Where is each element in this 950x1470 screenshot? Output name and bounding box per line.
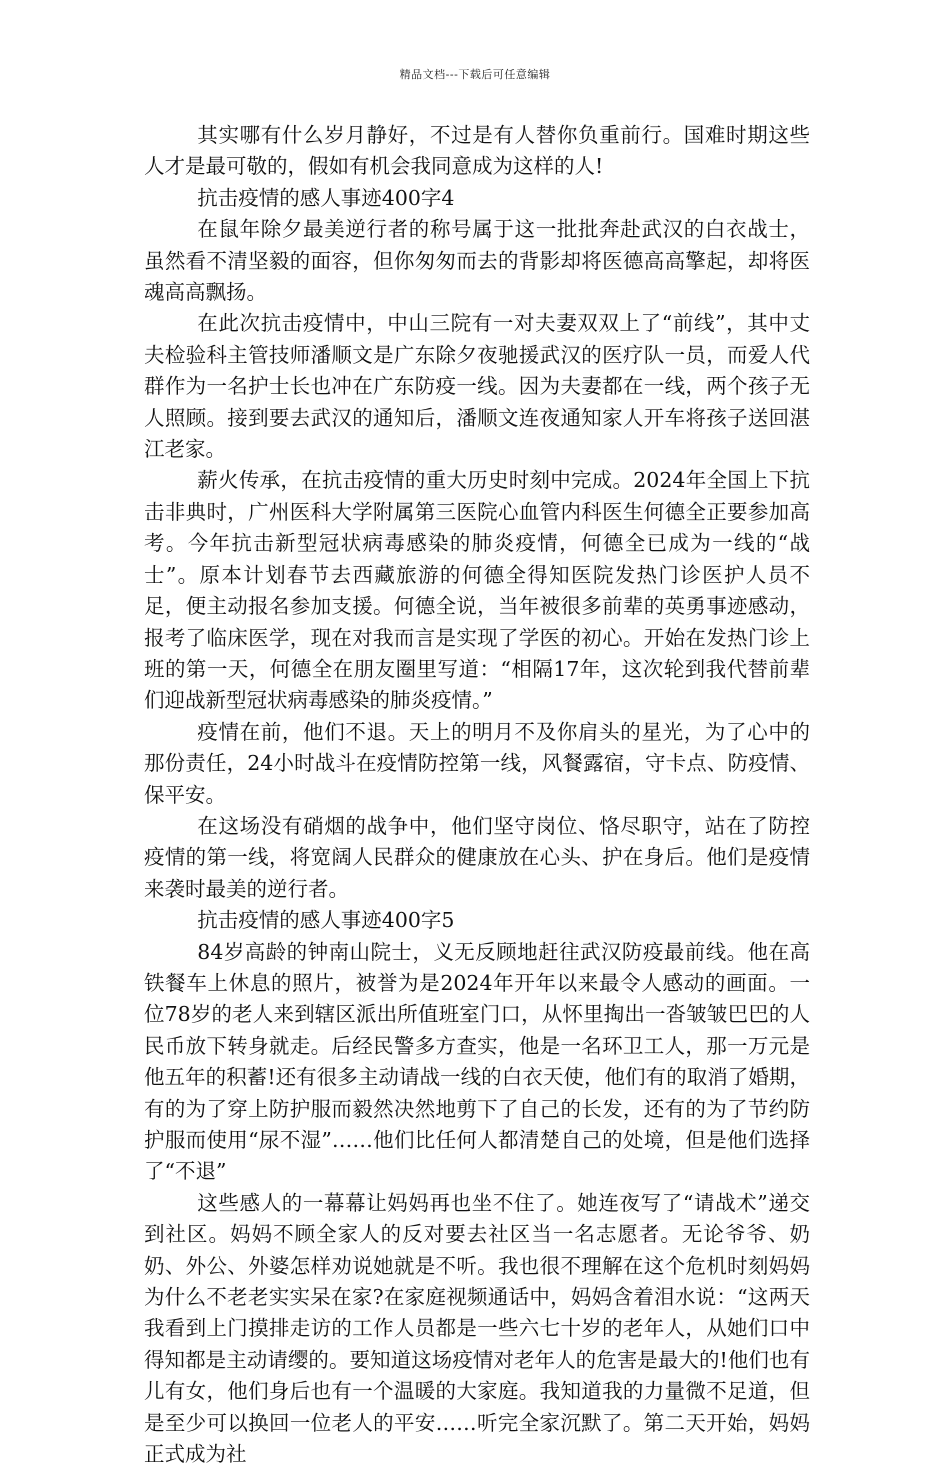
paragraph: 在鼠年除夕最美逆行者的称号属于这一批批奔赴武汉的白衣战士，虽然看不清坚毅的面容，但你匆匆而去的背影却将医德高高擎起，却将医魂高高飘扬。 bbox=[144, 217, 810, 305]
paragraph-intro: 其实哪有什么岁月静好，不过是有人替你负重前行。国难时期这些人才是最可敬的，假如有机会我同意成为这样的人! bbox=[144, 123, 810, 179]
paragraph: 84岁高龄的钟南山院士，义无反顾地赶往武汉防疫最前线。他在高铁餐车上休息的照片，被誉为是2024年开年以来最令人感动的画面。一位78岁的老人来到辖区派出所值班室门口，从怀里掏出一沓皱皱巴巴的人民币放下转身就走。后经民警多方查实，他是一名环卫工人，那一万元是他五年的积蓄!还有很多主动请战一线的白衣天使，他们有的取消了婚期，有的为了穿上防护服而毅然决然地剪下了自己的长发，还有的为了节约防护服而使用“尿不湿”……他们比任何人都清楚自己的处境，但是他们选择了“不退” bbox=[144, 939, 810, 1184]
paragraph: 疫情在前，他们不退。天上的明月不及你肩头的星光，为了心中的那份责任，24小时战斗在疫情防控第一线，风餐露宿，守卡点、防疫情、保平安。 bbox=[144, 719, 810, 807]
paragraph: 这些感人的一幕幕让妈妈再也坐不住了。她连夜写了“请战术”递交到社区。妈妈不顾全家人的反对要去社区当一名志愿者。无论爷爷、奶奶、外公、外婆怎样劝说她就是不听。我也很不理解在这个危机时刻妈妈为什么不老老实实呆在家?在家庭视频通话中，妈妈含着泪水说：“这两天我看到上门摸排走访的工作人员都是一些六七十岁的老年人，从她们口中得知都是主动请缨的。要知道这场疫情对老年人的危害是最大的!他们也有儿有女，他们身后也有一个温暖的大家庭。我知道我的力量微不足道，但是至少可以换回一位老人的平安……听完全家沉默了。第二天开始，妈妈正式成为社 bbox=[144, 1190, 810, 1467]
section-heading-4: 抗击疫情的感人事迹400字4 bbox=[197, 185, 455, 210]
section-heading-5: 抗击疫情的感人事迹400字5 bbox=[197, 908, 455, 933]
document-body bbox=[144, 120, 810, 1470]
paragraph: 薪火传承，在抗击疫情的重大历史时刻中完成。2024年全国上下抗击非典时，广州医科大学附属第三医院心血管内科医生何德全正要参加高考。今年抗击新型冠状病毒感染的肺炎疫情，何德全已成为一线的“战士”。原本计划春节去西藏旅游的何德全得知医院发热门诊医护人员不足，便主动报名参加支援。何德全说，当年被很多前辈的英勇事迹感动，报考了临床医学，现在对我而言是实现了学医的初心。开始在发热门诊上班的第一天，何德全在朋友圈里写道：“相隔17年，这次轮到我代替前辈们迎战新型冠状病毒感染的肺炎疫情。” bbox=[144, 468, 810, 713]
paragraph: 在这场没有硝烟的战争中，他们坚守岗位、恪尽职守，站在了防控疫情的第一线，将宽阔人民群众的健康放在心头、护在身后。他们是疫情来袭时最美的逆行者。 bbox=[144, 813, 810, 901]
paragraph: 在此次抗击疫情中，中山三院有一对夫妻双双上了“前线”，其中丈夫检验科主管技师潘顺文是广东除夕夜驰援武汉的医疗队一员，而爱人代群作为一名护士长也冲在广东防疫一线。因为夫妻都在一线，两个孩子无人照顾。接到要去武汉的通知后，潘顺文连夜通知家人开车将孩子送回湛江老家。 bbox=[144, 311, 810, 462]
page-header: 精品文档---下载后可任意编辑 bbox=[399, 68, 551, 81]
